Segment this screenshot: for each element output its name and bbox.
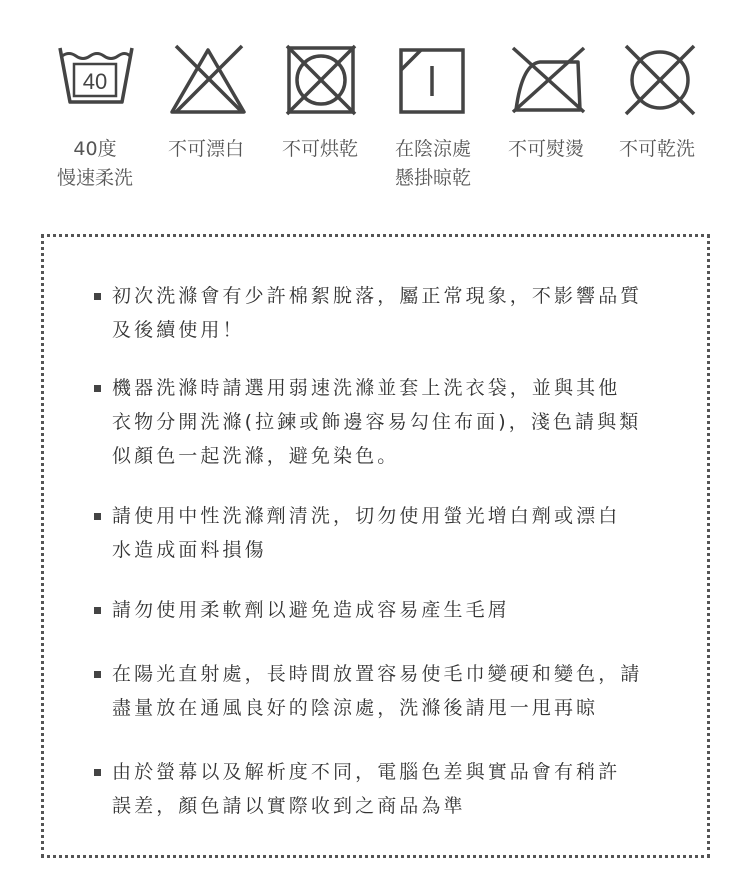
bullet-square-icon [94, 385, 101, 392]
care-label-no-bleach: 不可漂白 [167, 138, 244, 160]
bullet-square-icon [94, 513, 101, 520]
no-dry-clean-icon [622, 40, 702, 120]
no-tumble-dry-icon [283, 40, 363, 120]
care-label-wash40: 40度 慢速柔洗 [56, 138, 133, 189]
no-bleach-icon [170, 40, 250, 120]
care-label-no-dry-clean: 不可乾洗 [618, 138, 695, 160]
wash-temp-label: 40 [82, 69, 108, 94]
bullet-square-icon [94, 671, 101, 678]
bullet-square-icon [94, 293, 101, 300]
note-text: 請勿使用柔軟劑以避免造成容易產生毛屑 [112, 599, 510, 621]
note-text: 在陽光直射處，長時間放置容易使毛巾變硬和變色，請 盡量放在通風良好的陰涼處，洗滌後請甩一甩再晾 [112, 663, 643, 719]
note-text: 由於螢幕以及解析度不同，電腦色差與實品會有稍許 誤差，顏色請以實際收到之商品為準 [112, 761, 621, 817]
note-text: 初次洗滌會有少許棉絮脫落，屬正常現象，不影響品質 及後續使用！ [112, 285, 643, 341]
note-text: 請使用中性洗滌劑清洗，切勿使用螢光增白劑或漂白 水造成面料損傷 [112, 505, 621, 561]
line-dry-shade-icon [397, 40, 477, 120]
care-icons-row [0, 40, 752, 120]
bullet-square-icon [94, 769, 101, 776]
note-text: 機器洗滌時請選用弱速洗滌並套上洗衣袋，並與其他 衣物分開洗滌(拉鍊或飾邊容易勾住布面)，淺色請與類 似顏色一起洗滌，避免染色。 [112, 377, 642, 467]
care-label-no-iron: 不可熨燙 [507, 138, 584, 160]
care-label-no-tumble-dry: 不可烘乾 [281, 138, 358, 160]
no-iron-icon [510, 40, 590, 120]
care-notes-box [41, 234, 710, 858]
wash-tub-40-icon [56, 40, 136, 120]
bullet-square-icon [94, 607, 101, 614]
care-label-line-dry-shade: 在陰涼處 懸掛晾乾 [394, 138, 471, 189]
